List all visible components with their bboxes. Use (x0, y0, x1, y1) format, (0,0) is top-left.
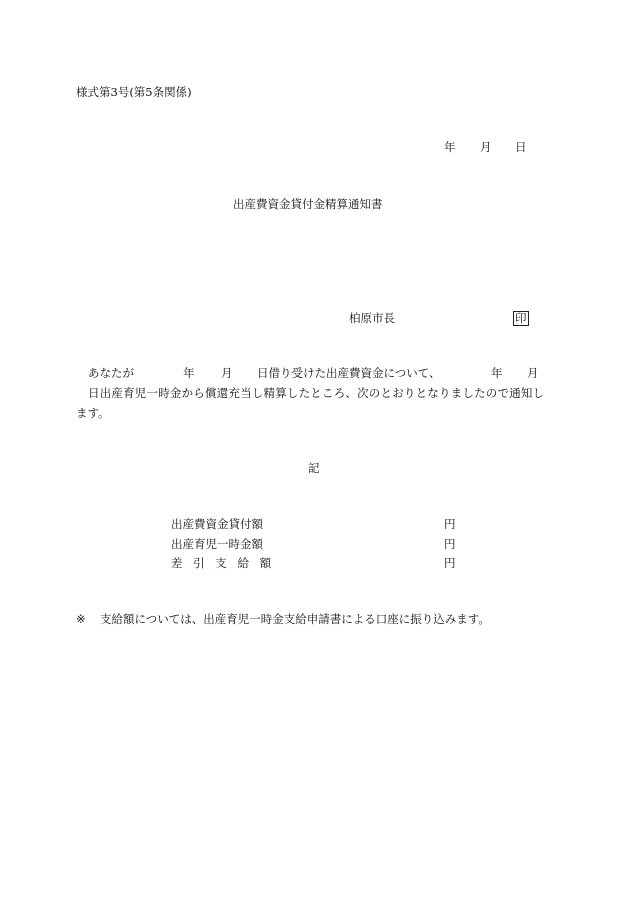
seal-mark: 印 (515, 311, 527, 325)
amount-label: 出産育児一時金額 (171, 537, 263, 551)
amount-unit: 円 (444, 537, 456, 551)
date-month: 月 (480, 140, 492, 154)
form-number: 様式第3号(第5条関係) (76, 85, 192, 99)
body-line1-year: 年 (183, 366, 195, 380)
issuer-name: 柏原市長 (349, 311, 395, 325)
body-line1-a: あなたが (88, 366, 134, 380)
date-day: 日 (515, 140, 527, 154)
document-title: 出産費資金貸付金精算通知書 (233, 197, 383, 211)
body-line1-month: 月 (221, 366, 233, 380)
amount-label: 差 引 支 給 額 (171, 556, 272, 570)
body-line2: 日出産育児一時金から償還充当し精算したところ、次のとおりとなりましたので通知し (88, 386, 545, 400)
amount-unit: 円 (444, 517, 456, 531)
note-mark: ※ (76, 612, 86, 626)
amount-unit: 円 (444, 556, 456, 570)
body-line1-year2: 年 (491, 366, 503, 380)
amount-label: 出産費資金貸付額 (171, 517, 263, 531)
body-line1-month2: 月 (527, 366, 539, 380)
date-year: 年 (444, 140, 456, 154)
ki-heading: 記 (308, 461, 320, 475)
note-text: 支給額については、出産育児一時金支給申請書による口座に振り込みます。 (100, 612, 490, 626)
body-line3: ます。 (76, 406, 110, 420)
body-line1-b: 日借り受けた出産費資金について、 (257, 366, 441, 380)
